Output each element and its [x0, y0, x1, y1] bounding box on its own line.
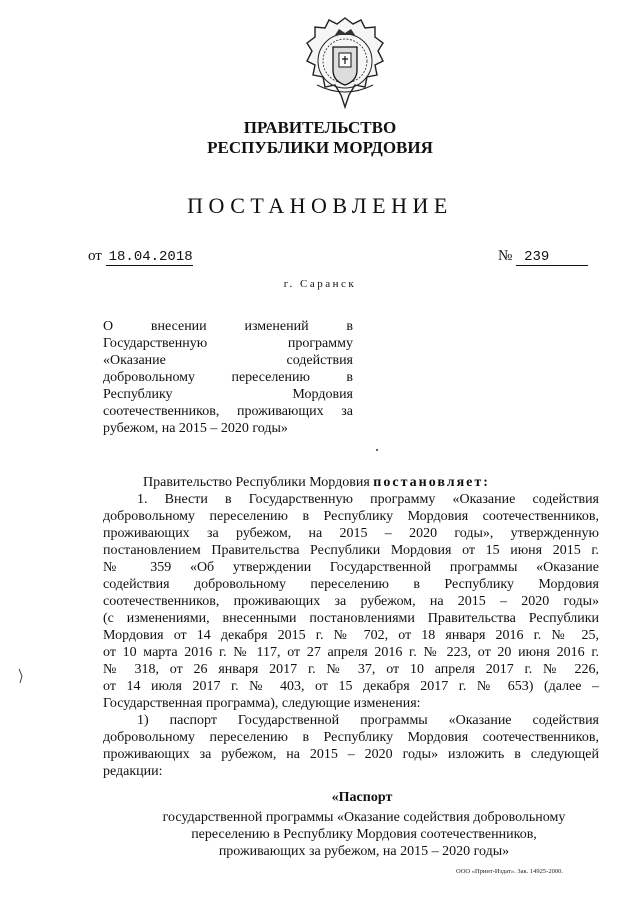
body-line: Государственная программа), следующие изменения: — [103, 696, 421, 711]
body-line: от 14 июля 2017 г. № 403, от 15 декабря 2017 г. № 653) (далее – — [103, 679, 599, 694]
passport-line: переселению в Республику Мордовия соотечественников, — [191, 827, 537, 842]
body-line: проживающих за рубежом, на 2015 – 2020 годы» изложить в следующей — [103, 747, 599, 762]
mordovia-coat-of-arms-icon — [303, 15, 387, 110]
body-line: от 10 марта 2016 г. № 117, от 27 апреля 2016 г. № 223, от 20 июня 2016 г. — [103, 645, 599, 660]
date-prefix: от — [88, 248, 102, 264]
date-field — [88, 248, 193, 265]
passport-heading-block — [0, 789, 640, 860]
decree-body — [103, 474, 599, 780]
number-prefix: № — [498, 248, 513, 264]
subject-line: соотечественников, проживающих за — [103, 404, 353, 419]
scan-margin-mark — [18, 668, 24, 684]
body-line: добровольному переселению в Республику Мордовия соотечественников, — [103, 509, 599, 524]
body-line: постановлением Правительства Республики Мордовия от 15 июня 2015 г. — [103, 543, 599, 558]
body-line: Мордовия от 14 декабря 2015 г. № 702, от 18 января 2016 г. № 25, — [103, 628, 599, 643]
passport-heading: «Паспорт — [331, 790, 393, 805]
scan-speck — [376, 449, 378, 451]
decree-title: ПОСТАНОВЛЕНИЕ — [187, 193, 453, 218]
body-line: содействия добровольному переселению в Республику Мордовия — [103, 577, 599, 592]
subject-line: Государственную программу — [103, 336, 353, 351]
body-line: 1. Внести в Государственную программу «Оказание содействия — [137, 492, 599, 507]
subject-line: «Оказание содействия — [103, 353, 353, 368]
body-line: проживающих за рубежом, на 2015 – 2020 годы», утвержденную — [103, 526, 599, 541]
subject-line: рубежом, на 2015 – 2020 годы» — [103, 421, 288, 436]
subject-line: О внесении изменений в — [103, 319, 353, 334]
body-line: № 359 «Об утверждении Государственной программы «Оказание — [103, 560, 599, 575]
printer-imprint: ООО «Принт-Издат». Зак. 14925-2000. — [456, 868, 563, 875]
subject-line: Республику Мордовия — [103, 387, 353, 402]
passport-line: государственной программы «Оказание содействия добровольному — [162, 810, 566, 825]
gov-line-1: ПРАВИТЕЛЬСТВО — [243, 118, 397, 137]
body-intro — [103, 474, 599, 491]
body-line: соотечественников, проживающих за рубежом, на 2015 – 2020 годы» — [103, 594, 599, 609]
government-heading — [0, 118, 640, 158]
decree-subject — [103, 318, 353, 437]
passport-line: проживающих за рубежом, на 2015 – 2020 годы» — [218, 844, 510, 859]
body-line: редакции: — [103, 764, 163, 779]
gov-line-2: РЕСПУБЛИКИ МОРДОВИЯ — [207, 138, 433, 157]
city-line: г. Саранск — [283, 278, 357, 290]
body-line: № 318, от 26 января 2017 г. № 37, от 10 апреля 2017 г. № 226, — [103, 662, 599, 677]
number-value: 239 — [516, 249, 588, 266]
intro-emphasis: постановляет: — [373, 475, 490, 490]
subject-line: добровольному переселению в — [103, 370, 353, 385]
body-line: (с изменениями, внесенными постановлениями Правительства Республики — [103, 611, 599, 626]
intro-text: Правительство Республики Мордовия — [143, 475, 370, 490]
body-line: добровольному переселению в Республику Мордовия соотечественников, — [103, 730, 599, 745]
date-value: 18.04.2018 — [106, 249, 193, 266]
body-line: 1) паспорт Государственной программы «Оказание содействия — [137, 713, 599, 728]
number-field — [498, 248, 588, 266]
